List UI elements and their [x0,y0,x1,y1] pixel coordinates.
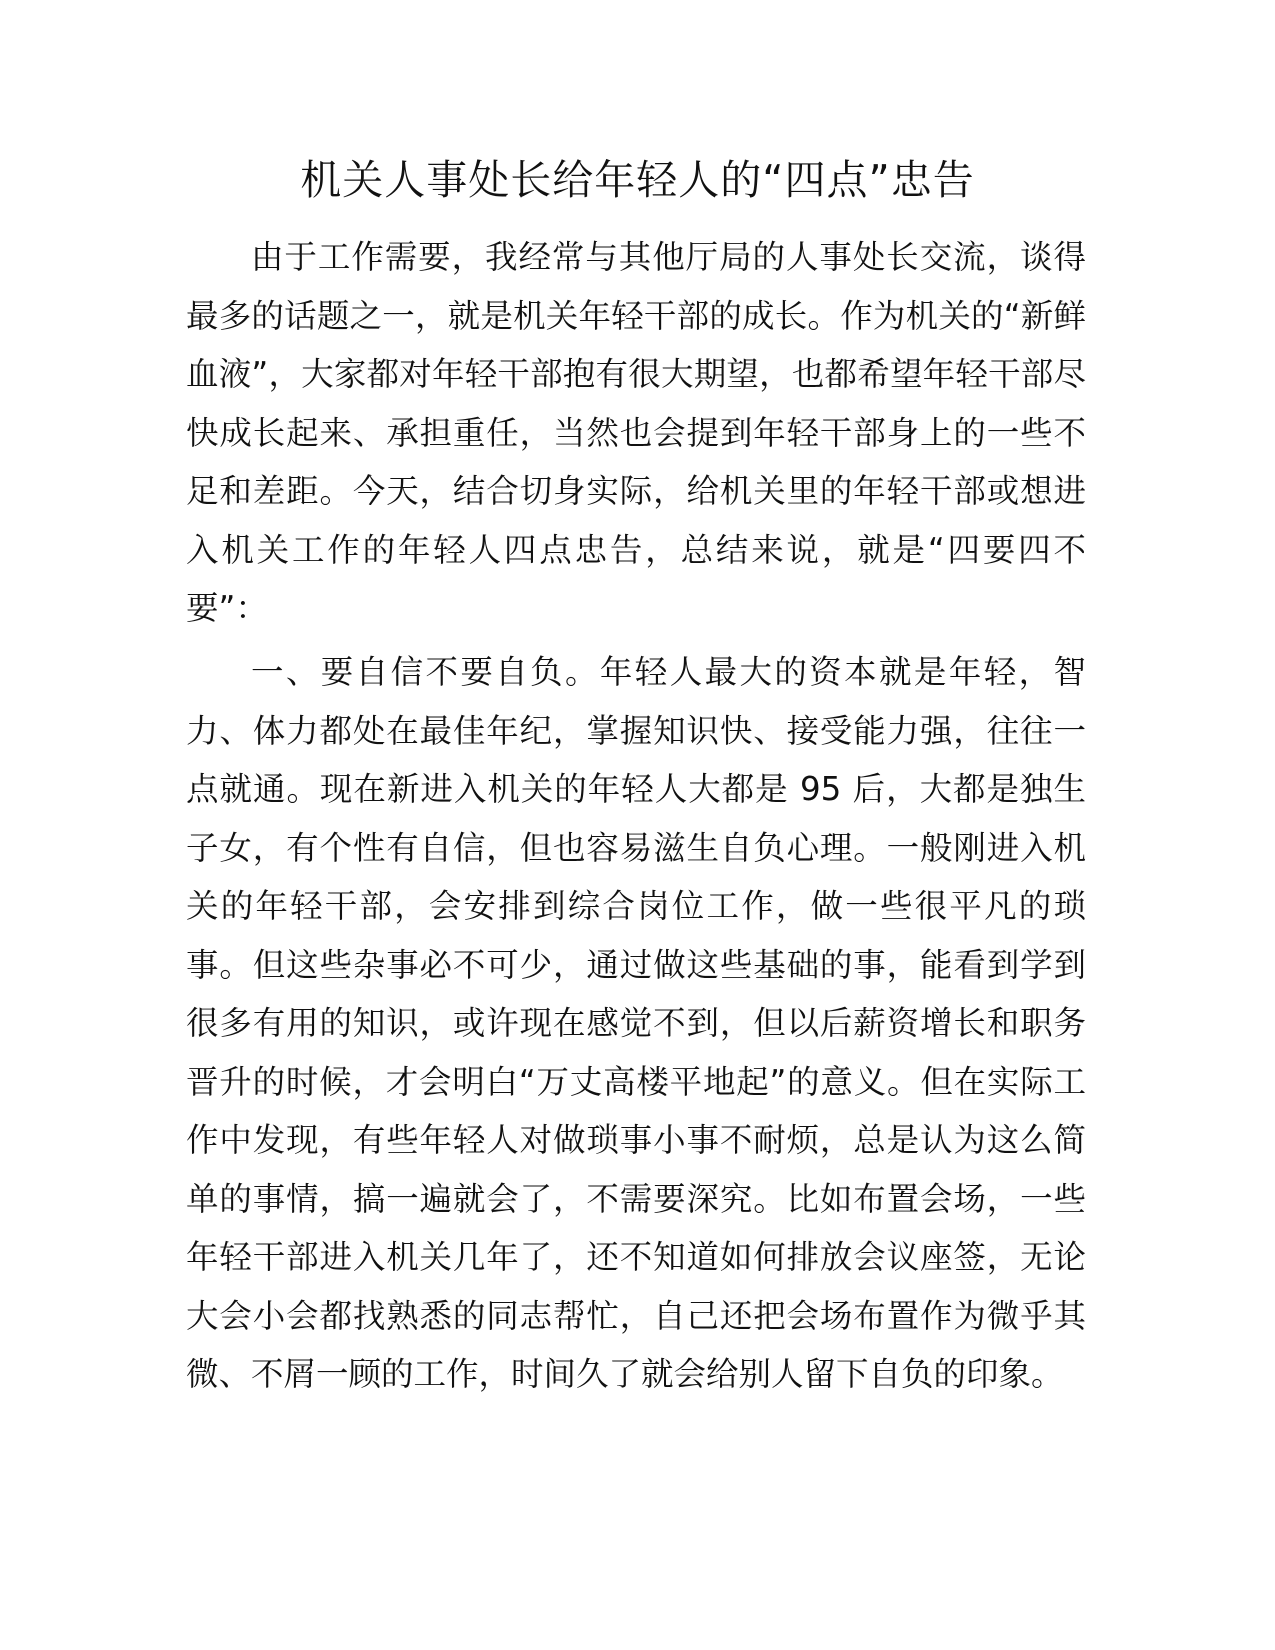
document-title: 机关人事处长给年轻人的“四点”忠告 [300,156,975,204]
paragraph-intro: 由于工作需要，我经常与其他厅局的人事处长交流，谈得最多的话题之一，就是机关年轻干部的成长。作为机关的“新鲜血液”，大家都对年轻干部抱有很大期望，也都希望年轻干部尽快成长起来、承担重任，当然也会提到年轻干部身上的一些不足和差距。今天，结合切身实际，给机关里的年轻干部或想进入机关工作的年轻人四点忠告，总结来说，就是“四要四不要”： [186,238,1086,627]
paragraph-point-one-container [186,643,1086,1404]
paragraph-intro-container [186,228,1086,638]
paragraph-point-one: 一、要自信不要自负。年轻人最大的资本就是年轻，智力、体力都处在最佳年纪，掌握知识快、接受能力强，往往一点就通。现在新进入机关的年轻人大都是 95 后，大都是独生子女，有个性有自信，但也容易滋生自负心理。一般刚进入机关的年轻干部，会安排到综合岗位工作，做一些很平凡的琐事。但这些杂事必不可少，通过做这些基础的事，能看到学到很多有用的知识，或许现在感觉不到，但以后薪资增长和职务晋升的时候，才会明白“万丈高楼平地起”的意义。但在实际工作中发现，有些年轻人对做琐事小事不耐烦，总是认为这么简单的事情，搞一遍就会了，不需要深究。比如布置会场，一些年轻干部进入机关几年了，还不知道如何排放会议座签，无论大会小会都找熟悉的同志帮忙，自己还把会场布置作为微乎其微、不屑一顾的工作，时间久了就会给别人留下自负的印象。 [186,653,1086,1393]
